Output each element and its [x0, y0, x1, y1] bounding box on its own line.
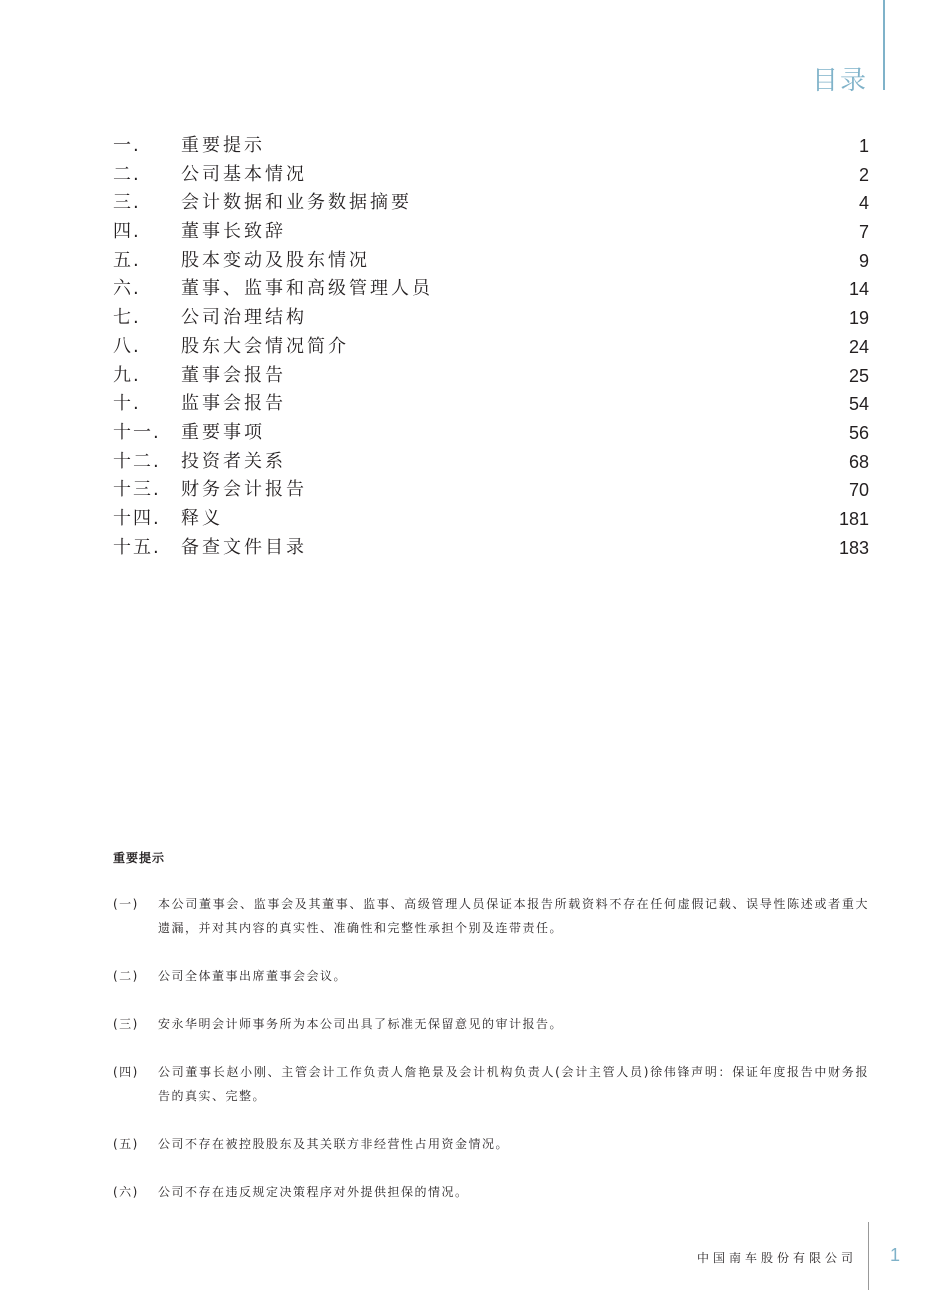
- notice-item: [113, 1180, 869, 1204]
- toc-page: 54: [848, 394, 869, 415]
- toc-page: 19: [848, 308, 869, 329]
- toc-label: 备查文件目录: [181, 536, 307, 558]
- toc-item[interactable]: [113, 390, 869, 419]
- footer-company: 中国南车股份有限公司: [696, 1251, 857, 1265]
- toc-page: 1: [858, 136, 869, 156]
- notice-number: (四): [113, 1065, 139, 1079]
- toc-label: 重要事项: [181, 421, 265, 443]
- notice-number: (五): [113, 1137, 139, 1151]
- toc-item[interactable]: [113, 534, 869, 563]
- footer-rule: [868, 1222, 869, 1290]
- toc-label: 释义: [181, 507, 223, 529]
- toc-label: 会计数据和业务数据摘要: [181, 192, 412, 214]
- toc-number: 九.: [113, 364, 141, 386]
- toc-label: 股本变动及股东情况: [181, 249, 370, 271]
- toc-item[interactable]: [113, 304, 869, 333]
- toc-number: 十一.: [113, 421, 161, 443]
- notice-item: [113, 964, 869, 988]
- toc-page: 25: [848, 365, 869, 386]
- notice-text: 公司董事长赵小刚、主管会计工作负责人詹艳景及会计机构负责人(会计主管人员)徐伟锋声明：保证年度报告中财务报告的真实、完整。: [158, 1065, 869, 1103]
- table-of-contents: [113, 132, 869, 562]
- toc-number: 八.: [113, 335, 141, 357]
- notice-text: 公司不存在违反规定决策程序对外提供担保的情况。: [158, 1185, 469, 1199]
- toc-item[interactable]: [113, 275, 869, 304]
- notice-item: [113, 1060, 869, 1108]
- toc-label: 股东大会情况简介: [181, 335, 349, 357]
- toc-page: 4: [858, 193, 869, 214]
- notice-item: [113, 1012, 869, 1036]
- header-rule: [883, 0, 885, 90]
- toc-page: 7: [858, 222, 869, 243]
- toc-item[interactable]: [113, 362, 869, 391]
- toc-page: 9: [858, 250, 869, 271]
- toc-number: 二.: [113, 163, 141, 185]
- toc-page: 183: [838, 537, 869, 558]
- toc-number: 十四.: [113, 507, 161, 529]
- toc-item[interactable]: [113, 333, 869, 362]
- toc-page: 68: [848, 451, 869, 472]
- toc-number: 三.: [113, 192, 141, 214]
- toc-page: 24: [848, 336, 869, 357]
- toc-item[interactable]: [113, 476, 869, 505]
- toc-number: 十.: [113, 393, 141, 415]
- notice-text: 公司不存在被控股股东及其关联方非经营性占用资金情况。: [158, 1137, 510, 1151]
- toc-page: 14: [848, 279, 869, 300]
- toc-item[interactable]: [113, 419, 869, 448]
- notice-text: 本公司董事会、监事会及其董事、监事、高级管理人员保证本报告所载资料不存在任何虚假记载、误导性陈述或者重大遗漏，并对其内容的真实性、准确性和完整性承担个别及连带责任。: [158, 897, 869, 935]
- toc-label: 财务会计报告: [181, 479, 307, 501]
- toc-number: 五.: [113, 249, 141, 271]
- notice-number: (六): [113, 1185, 139, 1199]
- notice-number: (二): [113, 969, 139, 983]
- notice-number: (一): [113, 897, 139, 911]
- toc-number: 四.: [113, 221, 141, 243]
- toc-label: 公司治理结构: [181, 307, 307, 329]
- toc-page: 56: [848, 422, 869, 443]
- toc-page: 2: [858, 164, 869, 185]
- toc-number: 十二.: [113, 450, 161, 472]
- toc-item[interactable]: [113, 161, 869, 190]
- notice-heading: 重要提示: [113, 851, 166, 865]
- notice-number: (三): [113, 1017, 139, 1031]
- toc-label: 董事、监事和高级管理人员: [181, 278, 433, 300]
- toc-label: 公司基本情况: [181, 163, 307, 185]
- toc-number: 六.: [113, 278, 141, 300]
- toc-number: 十五.: [113, 536, 161, 558]
- page-title: 目录: [812, 66, 869, 96]
- toc-item[interactable]: [113, 247, 869, 276]
- notice-text: 安永华明会计师事务所为本公司出具了标准无保留意见的审计报告。: [158, 1017, 564, 1031]
- toc-number: 七.: [113, 307, 141, 329]
- toc-item[interactable]: [113, 448, 869, 477]
- toc-label: 董事长致辞: [181, 221, 286, 243]
- page-number: 1: [890, 1245, 901, 1265]
- toc-item[interactable]: [113, 189, 869, 218]
- toc-label: 投资者关系: [181, 450, 286, 472]
- notice-text: 公司全体董事出席董事会会议。: [158, 969, 348, 983]
- notice-item: [113, 1132, 869, 1156]
- toc-item[interactable]: [113, 505, 869, 534]
- toc-page: 181: [838, 508, 869, 529]
- toc-number: 十三.: [113, 479, 161, 501]
- toc-label: 重要提示: [181, 135, 265, 156]
- toc-item[interactable]: [113, 218, 869, 247]
- toc-page: 70: [848, 480, 869, 501]
- toc-item[interactable]: [113, 132, 869, 161]
- notice-item: [113, 892, 869, 940]
- toc-label: 董事会报告: [181, 364, 286, 386]
- toc-label: 监事会报告: [181, 393, 286, 415]
- toc-number: 一.: [113, 135, 141, 156]
